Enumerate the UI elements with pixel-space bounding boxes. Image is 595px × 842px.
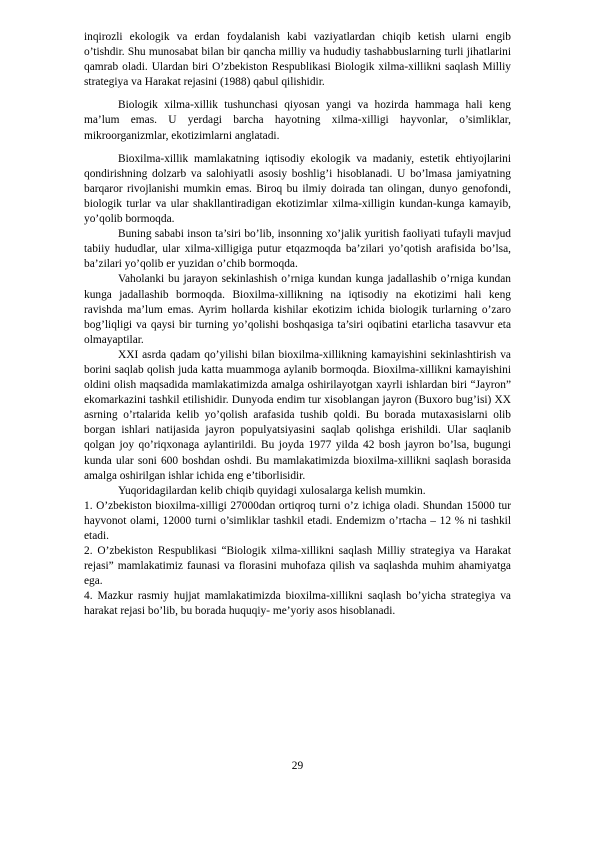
paragraph-6: XXI asrda qadam qo’yilishi bilan bioxilma-xillikning kamayishini sekinlashtirish va borini saqlab qolish juda katta muammoga aylanib bormoqda. Bioxilma-xillikni kamayishini oldini olish maqsadida mamlakatimizda amalga oshirilayotgan xayrli ishlardan biri “Jayron” ekomarkazini tashkil etilishidir. Dunyoda endim tur xisoblangan jayron (Buxoro bug’isi) XX asrning o’rtalarida kelib yo’qolish arafasida tushib qoldi. Bu borada mutaxasislarni olib borgan ishlari natijasida jayron populyatsiyasini saqlab qolishga erishildi. Ular saqlanib qolgan joy qo’riqxonaga aylantirildi. Bu joyda 1977 yilda 42 bosh jayron bo’lsa, bugungi kunda ular soni 600 boshdan oshdi. Bu mamlakatimizda bioxilma-xillikni saqlash borasida amalga oshirilgan ishlar ichida eng e’tiborlisidir. [84, 348, 511, 482]
paragraph-1: inqirozli ekologik va erdan foydalanish kabi vaziyatlardan chiqib ketish ularni engib o’tishdir. Shu munosabat bilan bir qancha milliy va hududiy tashabbuslarning turli jihatlarini qamrab oladi. Ulardan biri O’zbekiston Respublikasi Biologik xilma-xillikni saqlash Milliy strategiya va Harakat rejasini (1988) qabul qilishidir. [84, 31, 511, 89]
list-item-4: 4. Mazkur rasmiy hujjat mamlakatimizda bioxilma-xillikni saqlash bo’yicha strategiya va harakat rejasi bo’lib, bu borada huquqiy- me’yoriy asos hisoblanadi. [84, 590, 511, 618]
paragraph-7: Yuqoridagilardan kelib chiqib quyidagi xulosalarga kelish mumkin. [118, 484, 426, 497]
document-page [84, 30, 511, 620]
page-number: 29 [291, 760, 304, 772]
paragraph-3: Bioxilma-xillik mamlakatning iqtisodiy ekologik va madaniy, estetik ehtiyojlarini qondirishning dolzarb va salohiyatli asosiy boshlig’i hisoblanadi. U bo’lmasa jamiyatning barqaror rivojlanishi mumkin emas. Biroq bu ilmiy doirada tan olingan, dunyo genofondi, biologik turlar va ular shakllantiradigan ekotizimlar xilma-xilligin kundan-kunga kamayib, yo’qolib bormoqda. [84, 152, 511, 226]
paragraph-2: Biologik xilma-xillik tushunchasi qiyosan yangi va hozirda hammaga hali keng ma’lum emas. U yerdagi barcha hayotning xilma-xilligi hayvonlar, o’simliklar, mikroorganizmlar, ekotizimlarni anglatadi. [84, 99, 511, 142]
paragraph-4: Buning sababi inson ta’siri bo’lib, insonning xo’jalik yuritish faoliyati tufayli mavjud tabiiy hududlar, ular xilma-xilligiga putur etqazmoqda ba’zilari yo’qotish arafisida bo’lsa, ba’zilari yo’qolib er yuzidan o’chib bormoqda. [84, 228, 511, 271]
paragraph-5: Vaholanki bu jarayon sekinlashish o’rniga kundan kunga jadallashib o’rniga kundan kunga jadallashib bormoqda. Bioxilma-xillikning na iqtisodiy na ekotizimi hali keng ravishda ma’lum emas. Ayrim hollarda kishilar ekotizim ichida biologik turlarning o’zaro bog’liqligi va qaysi bir turning yo’qolishi boshqasiga ta’siri oqibatini etarlicha tasavvur eta olmayaptilar. [84, 273, 511, 346]
list-item-1: 1. O’zbekiston bioxilma-xilligi 27000dan ortiqroq turni o’z ichiga oladi. Shundan 15000 tur hayvonot olami, 12000 turni o’simliklar tashkil etadi. Endemizm o’rtacha – 12 % ni tashkil etadi. [84, 499, 511, 542]
list-item-2: 2. O’zbekiston Respublikasi “Biologik xilma-xillikni saqlash Milliy strategiya va Harakat rejasi” mamlakatimiz faunasi va florasini muhofaza qilish va saqlashda muhim ahamiyatga ega. [84, 545, 511, 588]
